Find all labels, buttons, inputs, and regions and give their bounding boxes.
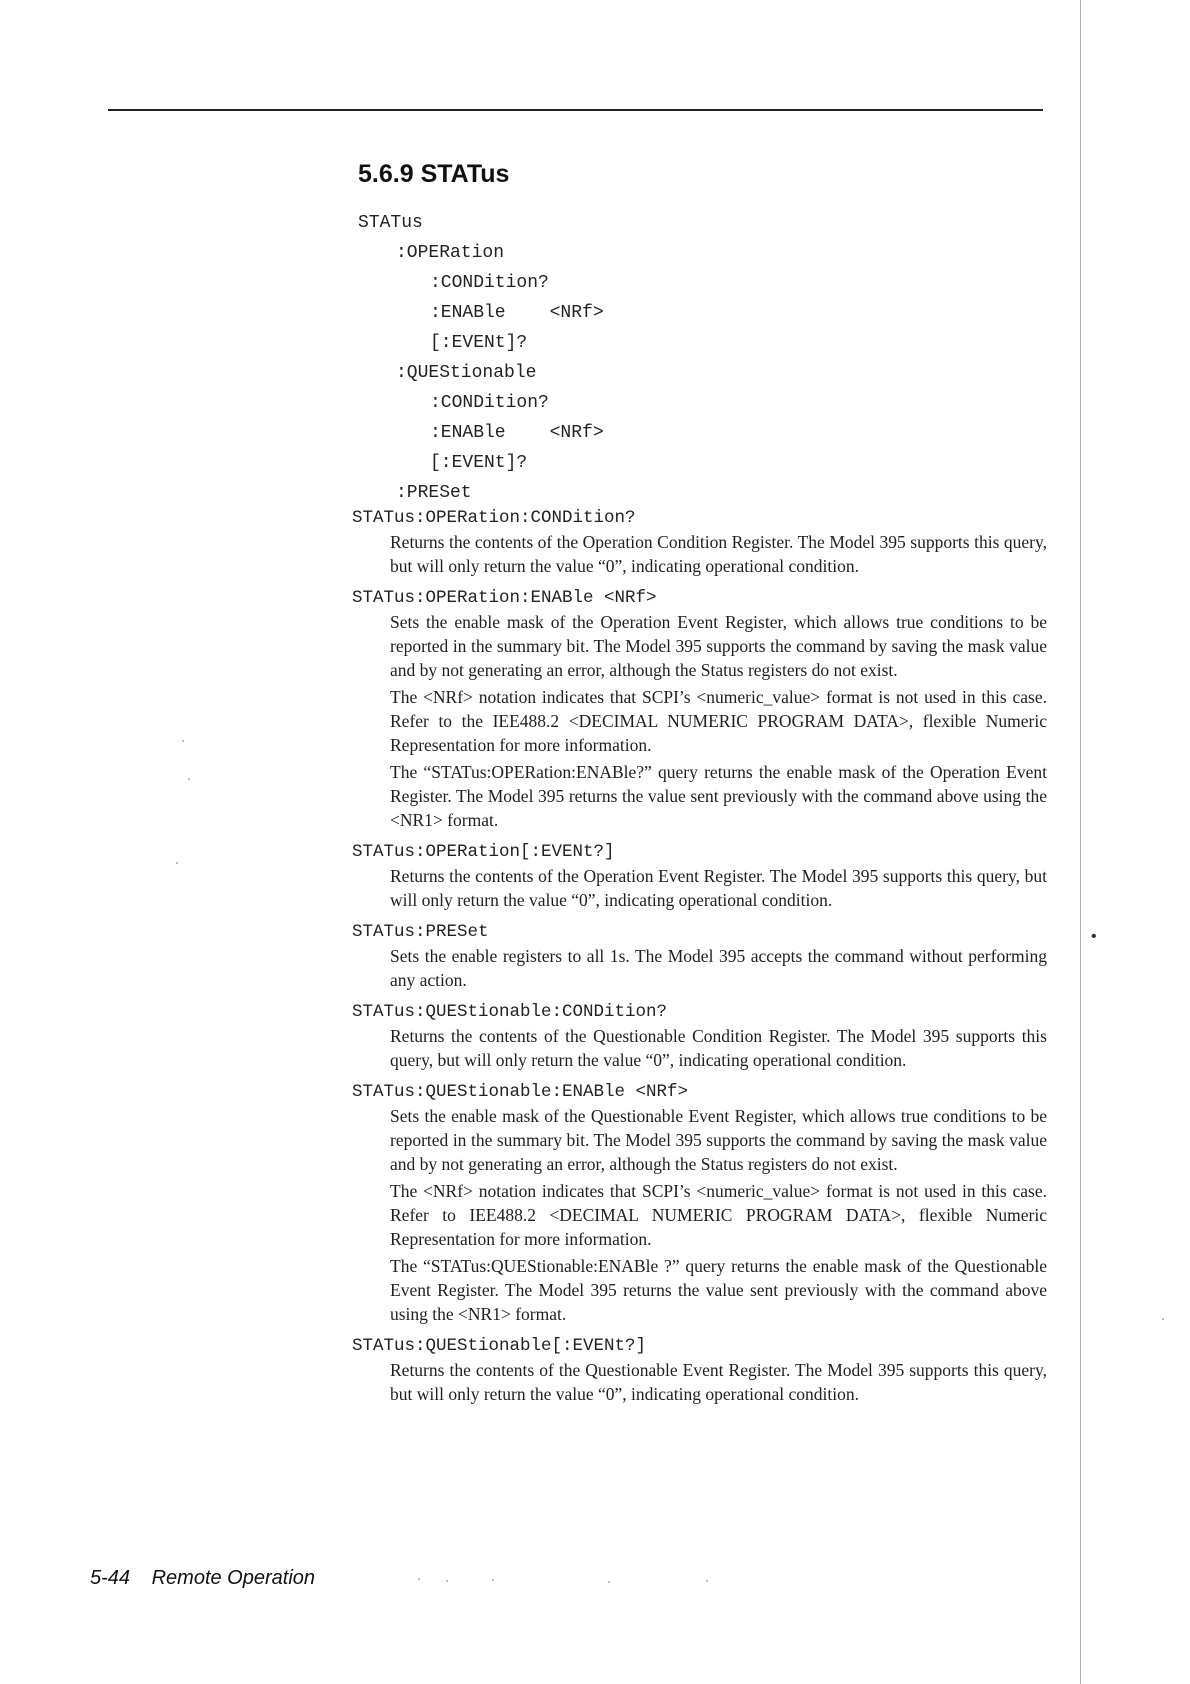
- command-entry: [352, 1334, 1047, 1406]
- description-paragraph: Sets the enable registers to all 1s. The Model 395 accepts the command without performing any action.: [390, 946, 1047, 990]
- page-footer: [90, 1567, 315, 1590]
- scan-edge-line: [1080, 0, 1081, 1684]
- syntax-tree-line: [358, 268, 604, 298]
- description-paragraph: Returns the contents of the Operation Event Register. The Model 395 supports this query, but will only return the value “0”, indicating operational condition.: [390, 866, 1047, 910]
- description-paragraph: Sets the enable mask of the Operation Event Register, which allows true conditions to be reported in the summary bit. The Model 395 supports the command by saving the mask value and by not generating an error, although the Status registers do not exist.: [390, 612, 1047, 680]
- command-header: STATus:QUEStionable:ENABle <NRf>: [352, 1082, 689, 1102]
- syntax-command: STATus: [358, 213, 423, 233]
- syntax-tree-line: [358, 478, 604, 508]
- scan-speck: [608, 1581, 610, 1583]
- chapter-title: Remote Operation: [151, 1567, 316, 1589]
- syntax-command: :QUEStionable: [396, 363, 537, 383]
- syntax-tree-line: [358, 358, 604, 388]
- command-description: [352, 944, 1047, 992]
- scan-speck: [492, 1579, 494, 1581]
- page-number: 5-44: [90, 1567, 131, 1589]
- syntax-tree-line: [358, 328, 604, 358]
- command-entry: [352, 840, 1047, 912]
- syntax-command: :CONDition?: [430, 273, 549, 293]
- syntax-tree-line: [358, 208, 604, 238]
- command-syntax-tree: [358, 208, 604, 508]
- description-paragraph: Returns the contents of the Questionable Condition Register. The Model 395 supports this query, but will only return the value “0”, indicating operational condition.: [390, 1026, 1047, 1070]
- scan-speck: [706, 1580, 708, 1582]
- syntax-tree-line: [358, 298, 604, 328]
- command-description: [352, 610, 1047, 832]
- syntax-command: [:EVENt]?: [430, 453, 528, 473]
- syntax-command: :CONDition?: [430, 393, 549, 413]
- section-heading: [358, 160, 509, 189]
- syntax-command: :ENABle: [430, 303, 506, 323]
- syntax-command: [:EVENt]?: [430, 333, 528, 353]
- command-description: [352, 1358, 1047, 1406]
- scan-speck: [188, 778, 190, 780]
- header-rule: [108, 109, 1043, 111]
- scan-speck: [182, 740, 184, 742]
- command-header: STATus:OPERation:CONDition?: [352, 508, 636, 528]
- description-paragraph: The “STATus:QUEStionable:ENABle ?” query returns the enable mask of the Questionable Event Register. The Model 395 returns the value sent previously with the command above using the <NR1> format.: [390, 1256, 1047, 1324]
- scan-speck: [1162, 1318, 1164, 1320]
- syntax-parameter: <NRf>: [549, 423, 604, 443]
- description-paragraph: Returns the contents of the Questionable Event Register. The Model 395 supports this query, but will only return the value “0”, indicating operational condition.: [390, 1360, 1047, 1404]
- scan-speck: [446, 1580, 448, 1582]
- description-paragraph: The “STATus:OPERation:ENABle?” query returns the enable mask of the Operation Event Register. The Model 395 returns the value sent previously with the command above using the <NR1> format.: [390, 762, 1047, 830]
- syntax-tree-line: [358, 448, 604, 478]
- command-descriptions: [352, 506, 1047, 1414]
- description-paragraph: The <NRf> notation indicates that SCPI’s <numeric_value> format is not used in this case. Refer to IEE488.2 <DECIMAL NUMERIC PROGRAM DATA>, flexible Numeric Representation for more information.: [390, 1181, 1047, 1249]
- scan-speck: [418, 1578, 420, 1580]
- syntax-parameter: <NRf>: [549, 303, 604, 323]
- syntax-tree-line: [358, 238, 604, 268]
- syntax-command: :OPERation: [396, 243, 505, 263]
- command-description: [352, 1024, 1047, 1072]
- command-header: STATus:QUEStionable[:EVENt?]: [352, 1336, 647, 1356]
- command-entry: [352, 920, 1047, 992]
- command-description: [352, 1104, 1047, 1326]
- command-entry: [352, 586, 1047, 832]
- syntax-tree-line: [358, 388, 604, 418]
- command-header: STATus:QUEStionable:CONDition?: [352, 1002, 668, 1022]
- syntax-tree-line: [358, 418, 604, 448]
- command-header: STATus:PRESet: [352, 922, 489, 942]
- syntax-command: :PRESet: [396, 483, 472, 503]
- description-paragraph: The <NRf> notation indicates that SCPI’s <numeric_value> format is not used in this case. Refer to the IEE488.2 <DECIMAL NUMERIC PROGRAM DATA>, flexible Numeric Representation for more information.: [390, 687, 1047, 755]
- command-description: [352, 864, 1047, 912]
- command-entry: [352, 1000, 1047, 1072]
- description-paragraph: Returns the contents of the Operation Condition Register. The Model 395 supports this query, but will only return the value “0”, indicating operational condition.: [390, 532, 1047, 576]
- scan-speck: [176, 862, 178, 864]
- command-header: STATus:OPERation:ENABle <NRf>: [352, 588, 657, 608]
- syntax-command: :ENABle: [430, 423, 506, 443]
- section-title: STATus: [420, 160, 510, 188]
- section-number: 5.6.9: [358, 160, 414, 188]
- command-entry: [352, 506, 1047, 578]
- scan-edge-mark: •: [1091, 928, 1097, 945]
- description-paragraph: Sets the enable mask of the Questionable Event Register, which allows true conditions to be reported in the summary bit. The Model 395 supports the command by saving the mask value and by not generating an error, although the Status registers do not exist.: [390, 1106, 1047, 1174]
- command-description: [352, 530, 1047, 578]
- command-entry: [352, 1080, 1047, 1326]
- command-header: STATus:OPERation[:EVENt?]: [352, 842, 615, 862]
